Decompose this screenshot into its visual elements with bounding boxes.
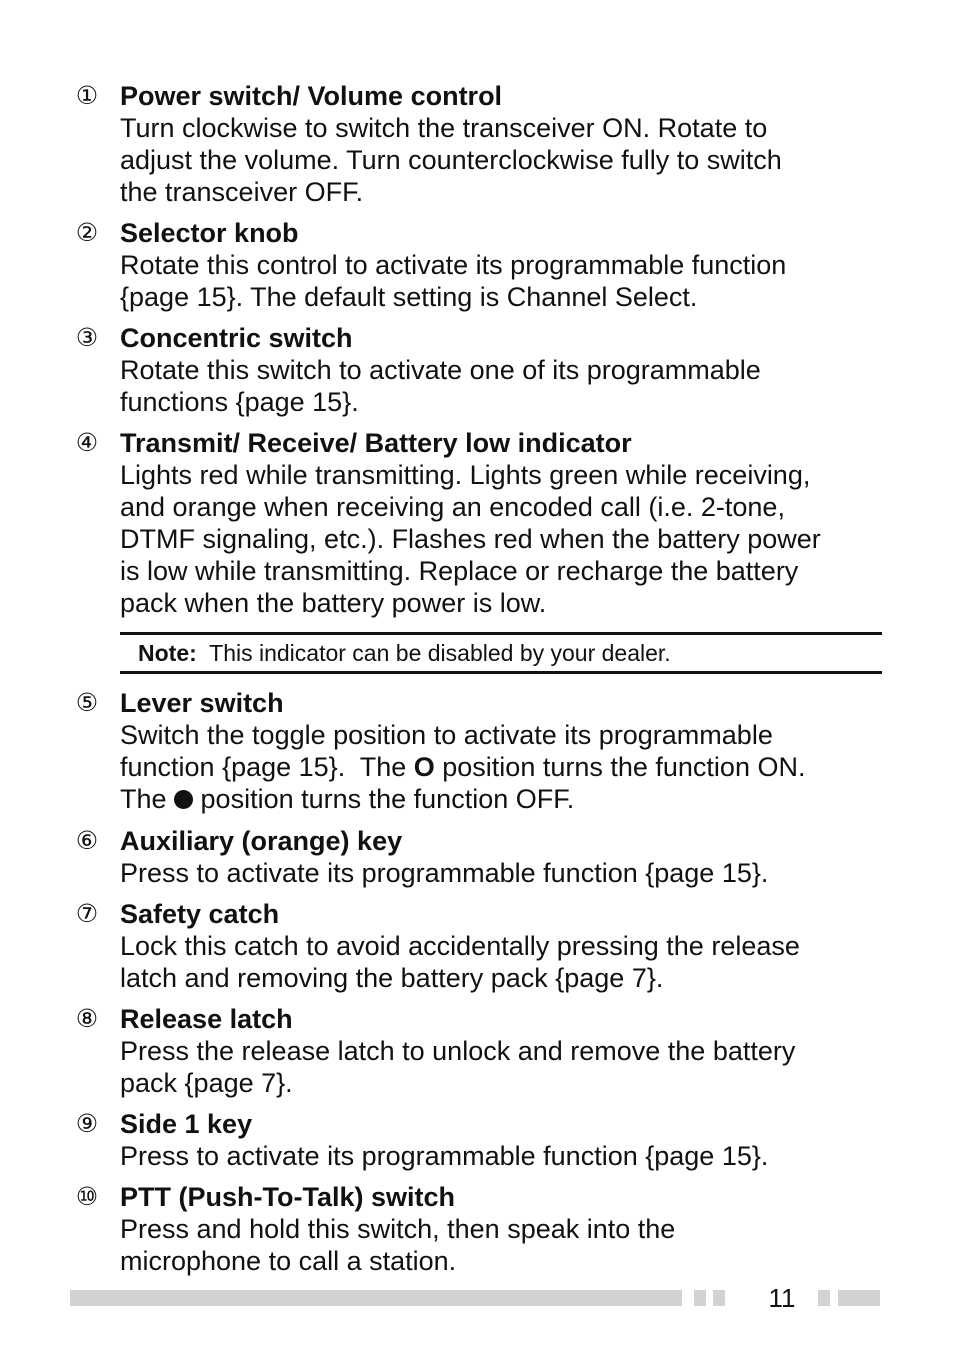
item-title: PTT (Push-To-Talk) switch <box>120 1182 455 1212</box>
item-number: ① <box>75 81 99 110</box>
item-title: Lever switch <box>120 688 284 718</box>
filled-circle-icon <box>174 790 193 809</box>
desc-text: The <box>120 784 175 814</box>
item-title: Safety catch <box>120 899 280 929</box>
item-auxiliary-key <box>75 825 890 889</box>
desc-text: function {page 15}. The <box>120 752 414 782</box>
item-title: Power switch/ Volume control <box>120 81 503 111</box>
desc-line: Lights red while transmitting. Lights green while receiving, <box>120 460 811 490</box>
item-description <box>120 354 890 418</box>
item-safety-catch <box>75 898 890 994</box>
desc-line: and orange when receiving an encoded call (i.e. 2-tone, <box>120 492 785 522</box>
item-title: Transmit/ Receive/ Battery low indicator <box>120 428 632 458</box>
item-description <box>120 1140 890 1172</box>
footer-bar-right <box>838 1290 880 1306</box>
footer-square <box>818 1290 830 1306</box>
item-selector-knob <box>75 217 890 313</box>
item-title: Side 1 key <box>120 1109 253 1139</box>
footer-bar-left <box>70 1290 682 1306</box>
footer-square <box>713 1290 725 1306</box>
item-description <box>120 249 890 313</box>
desc-line: Press the release latch to unlock and remove the battery <box>120 1036 796 1066</box>
desc-line: the transceiver OFF. <box>120 177 364 207</box>
item-number: ⑦ <box>75 899 99 928</box>
desc-line: Press to activate its programmable function {page 15}. <box>120 1141 769 1171</box>
item-number: ⑤ <box>75 688 99 717</box>
item-number: ⑨ <box>75 1109 99 1138</box>
desc-line: latch and removing the battery pack {page 7}. <box>120 963 664 993</box>
item-description <box>120 719 890 815</box>
desc-line: Lock this catch to avoid accidentally pressing the release <box>120 931 800 961</box>
desc-line: microphone to call a station. <box>120 1246 457 1276</box>
page-number: 11 <box>768 1283 796 1313</box>
desc-line: is low while transmitting. Replace or recharge the battery <box>120 556 799 586</box>
item-release-latch <box>75 1003 890 1099</box>
desc-line <box>120 783 890 815</box>
item-ptt-switch <box>75 1181 890 1277</box>
item-title: Concentric switch <box>120 323 353 353</box>
footer-square <box>694 1290 706 1306</box>
desc-line: Rotate this switch to activate one of its programmable <box>120 355 761 385</box>
desc-line: Press and hold this switch, then speak into the <box>120 1214 676 1244</box>
item-description <box>120 857 890 889</box>
item-description <box>120 1035 890 1099</box>
item-number: ⑥ <box>75 826 99 855</box>
note-text <box>138 638 671 668</box>
item-title: Selector knob <box>120 218 299 248</box>
item-side-1-key <box>75 1108 890 1172</box>
item-title: Release latch <box>120 1004 293 1034</box>
item-tx-rx-indicator <box>75 427 890 619</box>
desc-line: Press to activate its programmable function {page 15}. <box>120 858 769 888</box>
item-number: ⑧ <box>75 1004 99 1033</box>
item-number: ② <box>75 218 99 247</box>
item-title: Auxiliary (orange) key <box>120 826 403 856</box>
item-description <box>120 930 890 994</box>
desc-line: pack when the battery power is low. <box>120 588 547 618</box>
item-number: ④ <box>75 428 99 457</box>
item-description <box>120 1213 890 1277</box>
desc-line: {page 15}. The default setting is Channel Select. <box>120 282 698 312</box>
item-concentric-switch <box>75 322 890 418</box>
desc-line: DTMF signaling, etc.). Flashes red when the battery power <box>120 524 821 554</box>
desc-line: functions {page 15}. <box>120 387 359 417</box>
item-lever-switch <box>75 687 890 815</box>
desc-line: Turn clockwise to switch the transceiver ON. Rotate to <box>120 113 768 143</box>
note-body: This indicator can be disabled by your dealer. <box>196 640 671 666</box>
item-number: ③ <box>75 323 99 352</box>
desc-line <box>120 751 890 783</box>
desc-line: Switch the toggle position to activate its programmable <box>120 720 773 750</box>
note-label: Note: <box>138 640 197 666</box>
desc-text: position turns the function OFF. <box>193 784 575 814</box>
item-description <box>120 459 890 619</box>
desc-line: adjust the volume. Turn counterclockwise fully to switch <box>120 145 782 175</box>
note-box <box>120 632 882 674</box>
item-power-switch <box>75 80 890 208</box>
desc-line: pack {page 7}. <box>120 1068 293 1098</box>
desc-text: position turns the function ON. <box>434 752 806 782</box>
desc-line: Rotate this control to activate its programmable function <box>120 250 787 280</box>
item-number: ⑩ <box>75 1182 99 1211</box>
open-circle-symbol: O <box>413 752 435 782</box>
item-description <box>120 112 890 208</box>
